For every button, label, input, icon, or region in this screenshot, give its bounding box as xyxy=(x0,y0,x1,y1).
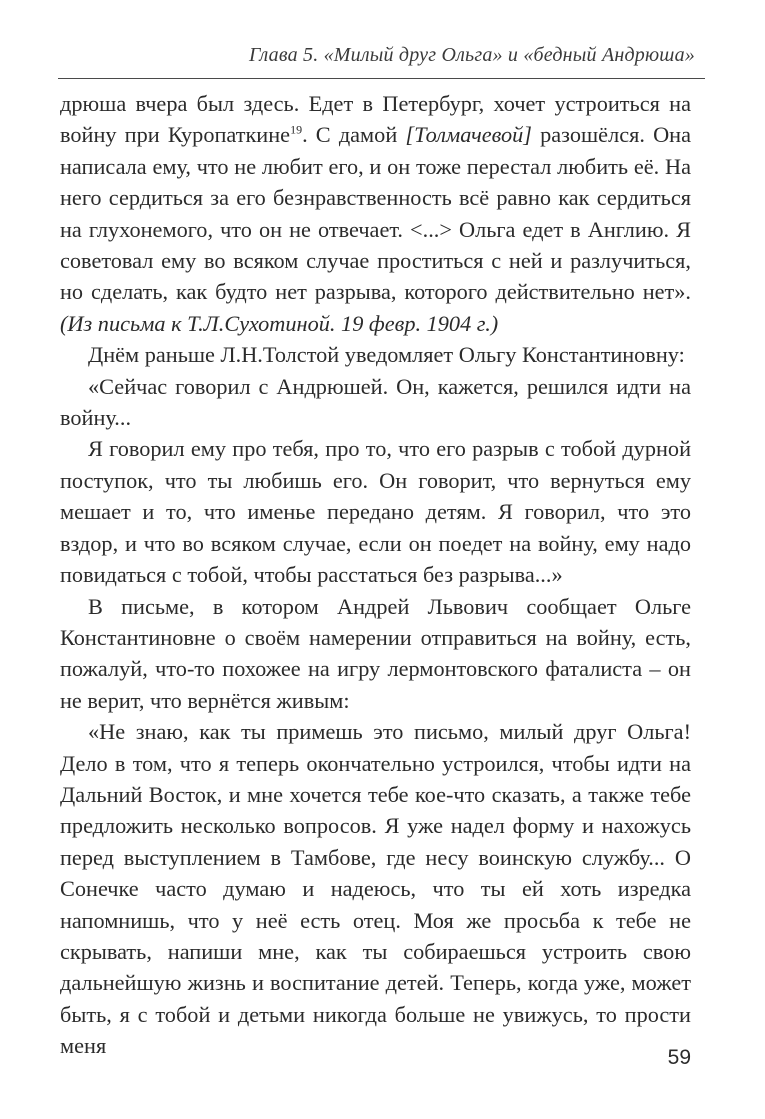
paragraph: «Сейчас говорил с Андрюшей. Он, кажется, решился идти на войну... xyxy=(60,373,691,431)
paragraph: «Не знаю, как ты примешь это письмо, милый друг Ольга! Дело в том, что я теперь окончательно устроился, чтобы идти на Дальний Восток, и мне хочется тебе кое-что сказать, а также тебе предложить несколько вопросов. Я уже надел форму и нахожусь перед выступлением в Тамбове, где несу воинскую службу... О Сонечке часто думаю и надеюсь, что ты ей хоть изредка напомнишь, что у неё есть отец. Моя же просьба к тебе не скрывать, напиши мне, как ты собираешься устроить свою дальнейшую жизнь и воспитание детей. Теперь, когда уже, может быть, я с тобой и детьми никогда больше не увижусь, то прости меня xyxy=(60,719,691,1059)
paragraph-continued xyxy=(60,88,691,339)
text-run: . С дамой xyxy=(302,122,406,148)
paragraph: В письме, в котором Андрей Львович сообщает Ольге Константиновне о своём намерении отправиться на войну, есть, пожалуй, что-то похожее на игру лермонтовского фаталиста – он не верит, что вернётся живым: xyxy=(60,593,691,713)
running-head: Глава 5. «Милый друг Ольга» и «бедный Андрюша» xyxy=(248,44,695,66)
letter-source-citation: (Из письма к Т.Л.Сухотиной. 19 февр. 1904 г.) xyxy=(60,310,499,336)
body-text xyxy=(60,88,691,1062)
page-number: 59 xyxy=(667,1046,691,1069)
paragraph: Днём раньше Л.Н.Толстой уведомляет Ольгу Константиновну: xyxy=(88,342,685,368)
text-run: разошёлся. Она написала ему, что не любит его, и он тоже перестал любить её. На него сердиться за его безнравственность всё равно как сердиться на глухонемого, что он не отвечает. <...> Ольга едет в Англию. Я советовал ему во всяком случае проститься с ней и разлучиться, но сделать, как будто нет разрыва, которого действительно нет». xyxy=(60,122,691,305)
editorial-insertion: [Толмачевой] xyxy=(405,122,532,148)
paragraph: Я говорил ему про тебя, про то, что его разрыв с тобой дурной поступок, что ты любишь его. Он говорит, что вернуться ему мешает и то, что именье передано детям. Я говорил, что это вздор, и что во всяком случае, если он поедет на войну, ему надо повидаться с тобой, чтобы расстаться без разрыва...» xyxy=(60,436,691,588)
footnote-ref: 19 xyxy=(290,122,303,137)
header-rule xyxy=(58,78,705,79)
text-run: дрюша вчера был здесь. Едет в Петербург, хочет устроиться на войну при Куропаткине xyxy=(60,91,691,148)
